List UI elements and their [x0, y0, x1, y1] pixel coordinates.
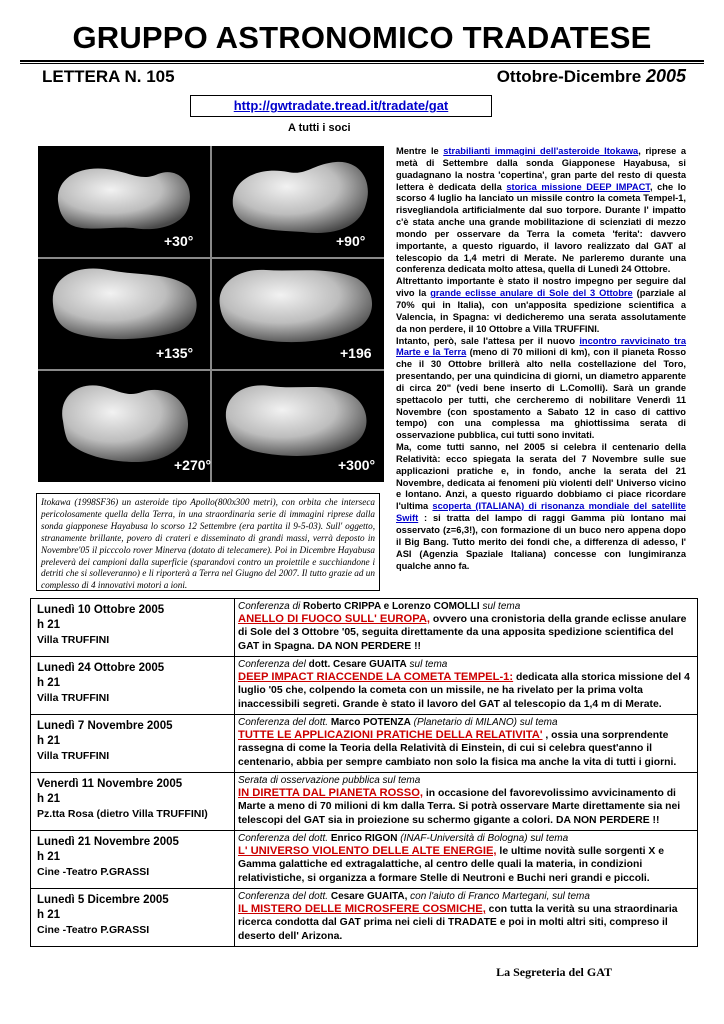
view-label-4: +196	[340, 345, 372, 361]
intro-text: sul tema	[406, 659, 448, 670]
event-body	[238, 613, 694, 653]
intro-text: Conferenza del dott.	[238, 833, 331, 844]
event-description	[235, 831, 698, 889]
event-when	[31, 715, 235, 773]
event-date: Lunedì 10 Ottobre 2005	[37, 604, 165, 616]
article-text: : si tratta del lampo di raggi Gamma più lontano mai osservato (z=6,3!), con formazione di un buco nero appena dopo il Big Bang. Tutto merito dei fondi che, a differenza di adesso, l' ASI (Agenzia Spaziale Italiana) concesse con lungimiranza qualche anno fa.	[396, 513, 686, 571]
table-row	[31, 599, 698, 657]
photo-caption: Itokawa (1998SF36) un asteroide tipo Apollo(800x300 metri), con orbita che interseca pericolosamente quella della Terra, in una straordinaria serie di immagini riprese dalla sonda giapponese Hayabusa lo scorso 12 Settembre (era partita il 9-5-03). Sull' oggetto, stranamente brillante, povero di crateri e disseminato di grandi massi, verrà deposto in Novembre'05 il picccolo rover Minerva (dotato di telecamere). Poi in Dicembre Hayabusa preleverà dei campioni dalla superficie (sparandovi contro un proiettile e succhiandone i detriti che si solleveranno) e li riporterà a Terra nel Giugno del 2007. Il tutto grazie ad un complesso di 4 innovativi motori a ioni.	[36, 493, 380, 591]
table-row	[31, 773, 698, 831]
event-text: con tutta la verità su una straordinaria ricerca condotta dal GAT prima nei cieli di TRADATE e poi in molti altri siti, compreso il deserto dell' Arizona.	[238, 904, 678, 942]
intro-text: (Planetario di MILANO) sul tema	[410, 717, 558, 728]
view-label-2: +90°	[336, 233, 366, 249]
event-date: Lunedì 5 Dicembre 2005	[37, 894, 169, 906]
event-speaker: Roberto CRIPPA e Lorenzo COMOLLI	[303, 601, 480, 612]
view-label-1: +30°	[164, 233, 194, 249]
event-time: h 21	[37, 677, 61, 689]
issue-months: Ottobre-Dicembre	[496, 67, 642, 86]
article-text: , che lo scorso 4 luglio ha lanciato un missile contro la cometa Tempel-1, risvegliandola artificialmente dal suo torpore. Durante l' impatto c'è stata anche una grande mobilitazione di scienziati di mezzo mondo per osservare da Terra la cometa 'ferita': davvero importante, a questo riguardo, il lavoro realizzato dal GAT al telescopio da 1,4 metri di Merate. Ne parleremo durante una conferenza dedicata molto attesa, quella di Lunedì 24 Ottobre.	[396, 181, 687, 275]
article-text: (meno di 70 milioni di km), con il pianeta Rosso che il 30 Ottobre brillerà alto nella costellazione del Toro, presentando, per una quindicina di giorni, un diametro apparente di circa 20" (vedi bene inserto di L.Comolli). Sarà un grande spettacolo per tutti, che cercheremo di nobilitare Venerdì 11 Novembre (con spostamento a Sabato 12 in caso di cattivo tempo) con una complessa ma ghiottissima serata di osservazione pubblica, cui tutti sono invitati.	[396, 347, 686, 441]
event-when	[31, 657, 235, 715]
event-place: Cine -Teatro P.GRASSI	[37, 924, 150, 936]
event-time: h 21	[37, 851, 61, 863]
table-row	[31, 889, 698, 947]
issue-year: 2005	[645, 66, 686, 86]
event-speaker: dott. Cesare GUAITA	[308, 659, 407, 670]
signature: La Segreteria del GAT	[496, 965, 612, 979]
event-intro	[238, 716, 694, 729]
article-paragraph	[396, 336, 686, 443]
article-paragraph	[396, 276, 686, 335]
intro-text: con l'aiuto di Franco Martegani, sul tema	[407, 891, 590, 902]
swift-link[interactable]: scoperta (ITALIANA) di risonanza mondiale del satellite Swift	[396, 501, 686, 524]
intro-text: Conferenza del dott.	[238, 891, 331, 902]
event-time: h 21	[37, 793, 61, 805]
event-intro	[238, 832, 694, 845]
intro-text: Conferenza di	[238, 601, 304, 612]
event-date: Venerdì 11 Novembre 2005	[37, 778, 183, 790]
article-paragraph	[396, 146, 686, 276]
asteroid-view-5	[62, 385, 188, 462]
title-divider	[20, 60, 704, 62]
event-description	[235, 657, 698, 715]
event-description	[235, 599, 698, 657]
event-time: h 21	[37, 735, 61, 747]
event-headline: ANELLO DI FUOCO SULL' EUROPA,	[238, 613, 431, 626]
event-when	[31, 773, 235, 831]
events-table	[30, 598, 698, 947]
asteroid-view-4	[220, 270, 373, 342]
event-place: Cine -Teatro P.GRASSI	[37, 866, 150, 878]
event-headline: TUTTE LE APPLICAZIONI PRATICHE DELLA RELATIVITA'	[238, 729, 543, 742]
itokawa-photo-mosaic	[38, 146, 384, 482]
event-intro	[238, 658, 694, 671]
event-place: Villa TRUFFINI	[37, 750, 110, 762]
view-label-5: +270°	[174, 457, 212, 473]
event-when	[31, 889, 235, 947]
event-headline: L' UNIVERSO VIOLENTO DELLE ALTE ENERGIE,	[238, 845, 497, 858]
view-label-3: +135°	[156, 345, 194, 361]
event-speaker: Enrico RIGON	[330, 833, 398, 844]
article-text: Altrettanto importante è stato il nostro impegno per seguire dal vivo la	[396, 276, 686, 299]
greeting: A tutti i soci	[288, 122, 351, 134]
table-row	[31, 831, 698, 889]
event-when	[31, 831, 235, 889]
table-row	[31, 715, 698, 773]
event-text: , ossia una sorprendente rassegna di come la Teoria della Relatività di Einstein, di cui si celebra quest'anno il centenario, abbia per sempre cambiato non solo la fisica ma anche la vita di tutti i giorni.	[238, 730, 677, 768]
article-body	[396, 146, 686, 572]
event-body	[238, 729, 694, 769]
itokawa-link[interactable]: strabilianti immagini dell'asteroide Itokawa	[443, 146, 639, 156]
intro-text: (INAF-Università di Bologna) sul tema	[397, 833, 569, 844]
intro-text: sul tema	[479, 601, 521, 612]
event-intro	[238, 600, 694, 613]
intro-text: Conferenza del	[238, 659, 309, 670]
event-place: Villa TRUFFINI	[37, 692, 110, 704]
event-place: Villa TRUFFINI	[37, 634, 110, 646]
event-body	[238, 787, 694, 827]
event-time: h 21	[37, 619, 61, 631]
event-date: Lunedì 24 Ottobre 2005	[37, 662, 165, 674]
website-link[interactable]: http://gwtradate.tread.it/tradate/gat	[190, 95, 492, 117]
event-headline: IN DIRETTA DAL PIANETA ROSSO,	[238, 787, 424, 800]
event-date: Lunedì 7 Novembre 2005	[37, 720, 173, 732]
event-description	[235, 889, 698, 947]
event-body	[238, 903, 694, 943]
event-description	[235, 773, 698, 831]
table-row	[31, 657, 698, 715]
event-date: Lunedì 21 Novembre 2005	[37, 836, 179, 848]
event-time: h 21	[37, 909, 61, 921]
event-place: Pz.tta Rosa (dietro Villa TRUFFINI)	[37, 808, 208, 820]
article-text: , riprese a metà di Settembre dalla sonda Giapponese Hayabusa, si guadagnano la nostra 'copertina', gran parte del resto di questa lettera è dedicata della	[396, 146, 686, 192]
intro-text: Conferenza del dott.	[238, 717, 331, 728]
event-when	[31, 599, 235, 657]
article-text: Mentre le	[396, 146, 444, 156]
article-text: Ma, come tutti sanno, nel 2005 si celebra il centenario della Relatività: ecco spiegata la serata del 7 Novembre sulle sue applicazioni pratiche e, in fondo, anche la serata del 21 Novembre, dedicata ai fenomeni più violenti dell' Universo vicino e lontano. Anzi, a questo riguardo dobbiamo ci piace ricordare l'ultima	[396, 442, 686, 512]
itokawa-images	[38, 146, 384, 482]
event-text: le ultime novità sulle sorgenti X e Gamma galattiche ed extragalattiche, al centro delle quali la materia, in condizioni relativistiche, si organizza a formare Stelle di Neutroni e Buchi neri grandi e piccoli.	[238, 846, 664, 884]
event-text: dedicata alla storica missione del 4 luglio '05 che, colpendo la cometa con un missile, ne ha rivelato per la prima volta inaccessibili segreti. Grande è stato il lavoro del GAT al telescopio da 1,4 m di Merate.	[238, 672, 690, 710]
event-speaker: Cesare GUAITA,	[330, 891, 408, 902]
view-label-6: +300°	[338, 457, 376, 473]
event-body	[238, 671, 694, 711]
event-text: ovvero una cronistoria della grande eclisse anulare di Sole del 3 Ottobre '05, seguita direttamente da una apposita spedizione scientifica del GAT in Spagna. DA NON PERDERE !!	[238, 614, 687, 652]
title-divider-thin	[20, 63, 704, 64]
asteroid-view-1	[58, 168, 190, 229]
article-text: (parziale al 70% qui in Italia), con un'apposita spedizione scientifica a Valencia, in Spagna: vi dedicheremo una serata assolutamente da non perdere, il 10 Ottobre a Villa TRUFFINI.	[396, 288, 687, 334]
article-paragraph	[396, 442, 686, 572]
event-text: in occasione del favorevolissimo avvicinamento di Marte a meno di 70 milioni di km dalla Terra. Si potrà osservare Marte direttamente sia nei telescopi del GAT sia in proiezione su schermo gigante a colori. DA NON PERDERE !!	[238, 788, 681, 826]
article-text: Intanto, però, sale l'attesa per il nuovo	[396, 335, 580, 346]
event-description	[235, 715, 698, 773]
issue-period	[497, 66, 686, 87]
event-speaker: Marco POTENZA	[330, 717, 411, 728]
event-intro	[238, 774, 694, 787]
deep-impact-link[interactable]: storica missione DEEP IMPACT	[506, 181, 650, 192]
intro-text: Serata di osservazione pubblica sul tema	[238, 775, 421, 786]
event-body	[238, 845, 694, 885]
event-intro	[238, 890, 694, 903]
page-title: GRUPPO ASTRONOMICO TRADATESE	[72, 20, 652, 55]
eclipse-link[interactable]: grande eclisse anulare di Sole del 3 Ottobre	[430, 288, 633, 299]
mars-link[interactable]: incontro ravvicinato tra Marte e la Terra	[396, 335, 686, 358]
event-headline: DEEP IMPACT RIACCENDE LA COMETA TEMPEL-1:	[238, 671, 514, 684]
letter-number: LETTERA N. 105	[42, 67, 175, 86]
event-headline: IL MISTERO DELLE MICROSFERE COSMICHE,	[238, 903, 486, 916]
asteroid-view-6	[226, 385, 367, 456]
